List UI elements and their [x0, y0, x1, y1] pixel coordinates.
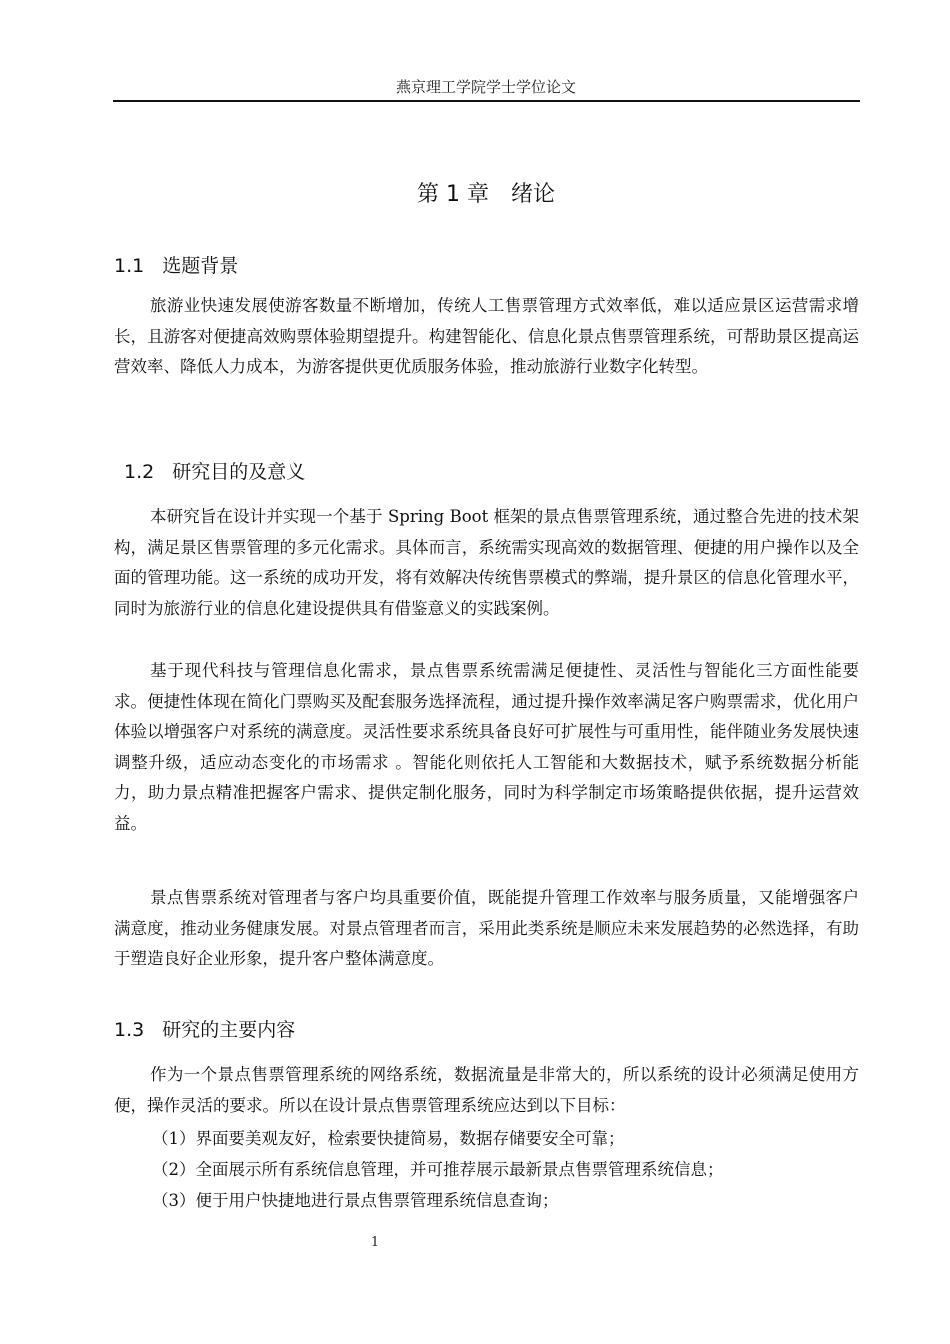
section-title: 研究的主要内容 [162, 1019, 296, 1041]
chapter-title [113, 180, 859, 210]
section-title: 研究目的及意义 [172, 461, 306, 483]
section-heading-1-2 [124, 459, 305, 485]
paragraph: 本研究旨在设计并实现一个基于 Spring Boot 框架的景点售票管理系统，通过整合先进的技术架构，满足景区售票管理的多元化需求。具体而言，系统需实现高效的数据管理、便捷的用户操作以及全面的管理功能。这一系统的成功开发，将有效解决传统售票模式的弊端，提升景区的信息化管理水平，同时为旅游行业的信息化建设提供具有借鉴意义的实践案例。 [114, 507, 859, 618]
list-item: （1）界面要美观友好，检索要快捷简易，数据存储要安全可靠； [152, 1129, 625, 1148]
page-number: 1 [370, 1235, 380, 1250]
section-number: 1.1 [114, 255, 145, 277]
paragraph: 景点售票系统对管理者与客户均具重要价值，既能提升管理工作效率与服务质量，又能增强客户满意度，推动业务健康发展。对景点管理者而言，采用此类系统是顺应未来发展趋势的必然选择，有助于塑造良好企业形象，提升客户整体满意度。 [114, 888, 859, 968]
paragraph: 旅游业快速发展使游客数量不断增加，传统人工售票管理方式效率低，难以适应景区运营需求增长，且游客对便捷高效购票体验期望提升。构建智能化、信息化景点售票管理系统，可帮助景区提高运营效率、降低人力成本，为游客提供更优质服务体验，推动旅游行业数字化转型。 [114, 296, 859, 376]
paragraph: 作为一个景点售票管理系统的网络系统，数据流量是非常大的，所以系统的设计必须满足使用方便，操作灵活的要求。所以在设计景点售票管理系统应达到以下目标： [114, 1065, 859, 1115]
chapter-name: 绪论 [510, 182, 555, 207]
section-heading-1-1 [114, 253, 238, 279]
list-item: （3）便于用户快捷地进行景点售票管理系统信息查询； [152, 1191, 559, 1210]
paragraph: 基于现代科技与管理信息化需求，景点售票系统需满足便捷性、灵活性与智能化三方面性能要求。便捷性体现在简化门票购买及配套服务选择流程，通过提升操作效率满足客户购票需求，优化用户体验以增强客户对系统的满意度。灵活性要求系统具备良好可扩展性与可重用性，能伴随业务发展快速调整升级，适应动态变化的市场需求 。智能化则依托人工智能和大数据技术，赋予系统数据分析能力，助力景点精准把握客户需求、提供定制化服务，同时为科学制定市场策略提供依据，提升运营效益。 [114, 661, 859, 833]
section-number: 1.2 [124, 461, 155, 483]
list-item: （2）全面展示所有系统信息管理，并可推荐展示最新景点售票管理系统信息； [152, 1160, 724, 1179]
chapter-number: 第 1 章 [417, 182, 489, 207]
header-rule [113, 100, 860, 102]
section-number: 1.3 [114, 1019, 145, 1041]
section-heading-1-3 [114, 1017, 295, 1043]
running-header: 燕京理工学院学士学位论文 [395, 78, 576, 96]
section-title: 选题背景 [162, 255, 239, 277]
